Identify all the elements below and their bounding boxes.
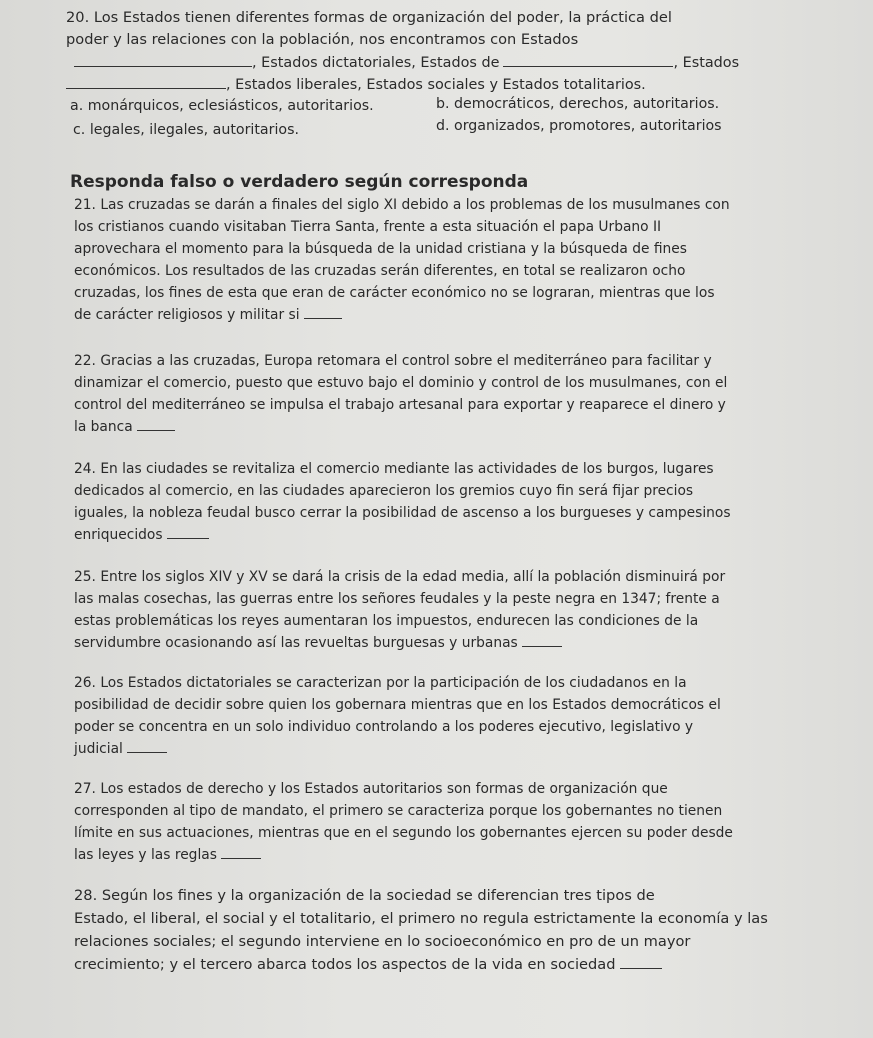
q21-block [74,194,834,326]
q26-block [74,672,834,760]
q28-line: crecimiento; y el tercero abarca todos los aspectos de la vida en sociedad [74,956,616,973]
q27-line: corresponden al tipo de mandato, el primero se caracteriza porque los gobernantes no tienen [74,803,723,819]
q25-line: estas problemáticas los reyes aumentaran los impuestos, endurecen las condiciones de la [74,613,699,629]
q22-line: control del mediterráneo se impulsa el trabajo artesanal para exportar y reaparece el dinero y [74,397,726,413]
q20-line-3a: , Estados dictatoriales, Estados de [252,55,500,71]
q20-line-4-text: , Estados liberales, Estados sociales y Estados totalitarios. [226,77,646,93]
q20-line-3b: , Estados [673,55,740,71]
q28-line: Estado, el liberal, el social y el totalitario, el primero no regula estrictamente la economía y las [74,910,768,927]
q21-line: aprovechara el momento para la búsqueda de la unidad cristiana y la búsqueda de fines [74,241,687,257]
q22-answer-blank[interactable] [137,418,175,431]
q20-line-1: 20. Los Estados tienen diferentes formas de organización del poder, la práctica del [66,9,672,26]
q24-answer-blank[interactable] [167,526,209,539]
q21-line: de carácter religiosos y militar si [74,307,300,323]
q27-line: las leyes y las reglas [74,847,217,863]
q25-block [74,566,834,654]
q21-answer-blank[interactable] [304,306,342,319]
q20-option-a[interactable]: a. monárquicos, eclesiásticos, autoritarios. [70,98,374,114]
q22-line: 22. Gracias a las cruzadas, Europa retomara el control sobre el mediterráneo para facilitar y [74,353,712,369]
q26-line: poder se concentra en un solo individuo controlando a los poderes ejecutivo, legislativo y [74,719,694,735]
q20-option-d[interactable]: d. organizados, promotores, autoritarios [436,118,722,134]
q21-line: económicos. Los resultados de las cruzadas serán diferentes, en total se realizaron ocho [74,263,686,279]
q28-line: relaciones sociales; el segundo interviene en lo socioeconómico en pro de un mayor [74,933,691,950]
q28-line: 28. Según los fines y la organización de la sociedad se diferencian tres tipos de [74,887,655,904]
q24-block [74,458,834,546]
q20-option-c[interactable]: c. legales, ilegales, autoritarios. [73,122,299,138]
q28-answer-blank[interactable] [620,956,662,969]
q22-line: la banca [74,419,133,435]
q24-line: enriquecidos [74,527,163,543]
q25-answer-blank[interactable] [522,634,562,647]
q26-line: judicial [74,741,123,757]
q22-block [74,350,834,438]
q20-blank-2[interactable] [503,52,673,67]
q21-line: cruzadas, los fines de esta que eran de carácter económico no se lograran, mientras que los [74,285,715,301]
q21-line: 21. Las cruzadas se darán a finales del siglo XI debido a los problemas de los musulmanes con [74,197,730,213]
q25-line: servidumbre ocasionando así las revueltas burguesas y urbanas [74,635,518,651]
q27-answer-blank[interactable] [221,846,261,859]
q20-line-4 [66,74,646,95]
q24-line: iguales, la nobleza feudal busco cerrar la posibilidad de ascenso a los burgueses y campesinos [74,505,731,521]
q20-blank-3[interactable] [66,74,226,89]
q20-line-3 [74,52,739,73]
q20-blank-1[interactable] [74,52,252,67]
q24-line: dedicados al comercio, en las ciudades aparecieron los gremios cuyo fin será fijar precios [74,483,694,499]
section-title: Responda falso o verdadero según corresponda [70,172,529,192]
q26-answer-blank[interactable] [127,740,167,753]
q20-line-2: poder y las relaciones con la población, nos encontramos con Estados [66,31,579,48]
q20-option-b[interactable]: b. democráticos, derechos, autoritarios. [436,96,720,112]
q26-line: posibilidad de decidir sobre quien los gobernara mientras que en los Estados democráticos el [74,697,721,713]
q27-line: límite en sus actuaciones, mientras que en el segundo los gobernantes ejercen su poder desde [74,825,733,841]
q27-block [74,778,834,866]
q27-line: 27. Los estados de derecho y los Estados autoritarios son formas de organización que [74,781,668,797]
q26-line: 26. Los Estados dictatoriales se caracterizan por la participación de los ciudadanos en la [74,675,687,691]
q28-block [74,884,834,976]
q21-line: los cristianos cuando visitaban Tierra Santa, frente a esta situación el papa Urbano II [74,219,662,235]
q22-line: dinamizar el comercio, puesto que estuvo bajo el dominio y control de los musulmanes, con el [74,375,728,391]
q25-line: 25. Entre los siglos XIV y XV se dará la crisis de la edad media, allí la población disminuirá por [74,569,726,585]
q24-line: 24. En las ciudades se revitaliza el comercio mediante las actividades de los burgos, lugares [74,461,714,477]
q25-line: las malas cosechas, las guerras entre los señores feudales y la peste negra en 1347; frente a [74,591,720,607]
